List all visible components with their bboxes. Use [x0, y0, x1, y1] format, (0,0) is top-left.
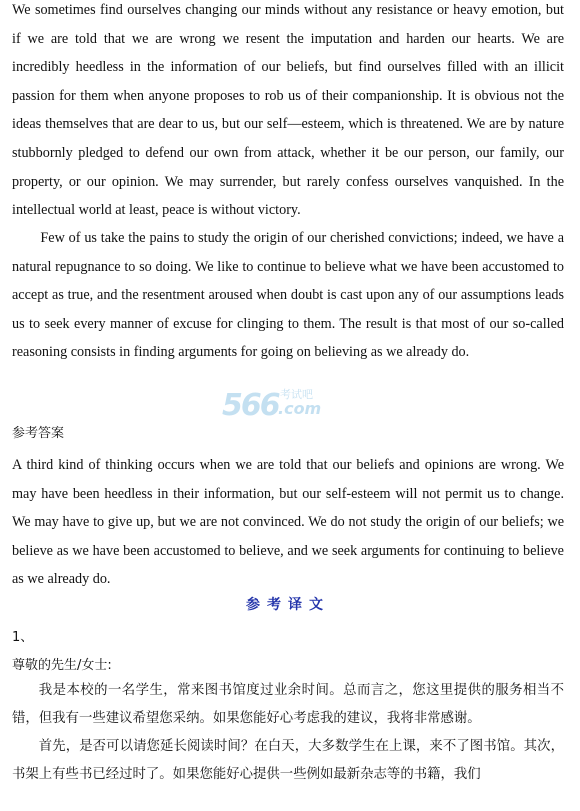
translation-paragraph-1: 我是本校的一名学生，常来图书馆度过业余时间。总而言之，您这里提供的服务相当不错，但我有一些建议希望您采纳。如果您能好心考虑我的建议，我将非常感谢。	[12, 683, 564, 726]
translation-paragraph-2: 首先，是否可以请您延长阅读时间？在白天，大多数学生在上课，来不了图书馆。其次，书架上有些书已经过时了。如果您能好心提供一些例如最新杂志等的书籍，我们	[12, 739, 564, 782]
watermark-site-name: 考试吧	[280, 388, 313, 401]
passage-paragraph-1: We sometimes find ourselves changing our minds without any resistance or heavy emotion, but if we are told that we are wrong we resent the imputation and harden our hearts. We are incredibly heedless in the information of our beliefs, but find ourselves filled with an illicit passion for them when anyone proposes to rob us of their companionship. It is obvious not the ideas themselves that are dear to us, but our self—esteem, which is threatened. We are by nature stubbornly pledged to defend our own from attack, whether it be our person, our family, our property, or our opinion. We may surrender, but rarely confess ourselves vanquished. In the intellectual world at least, peace is without victory.	[12, 2, 564, 219]
watermark-domain: .com	[278, 399, 322, 418]
site-watermark-logo	[222, 386, 362, 426]
watermark-number: 566	[222, 388, 279, 423]
reference-answer-text: A third kind of thinking occurs when we are told that our beliefs and opinions are wrong. We may have been heedless in their information, but our self-esteem will not permit us to change. We may have to give up, but we are not convinced. We do not study the origin of our beliefs; we believe as we have been accustomed to believe, and we seek arguments for continuing to believe as we already do.	[12, 457, 564, 588]
item-number: 1、	[12, 630, 34, 645]
letter-salutation: 尊敬的先生/女士:	[12, 658, 112, 673]
translation-title: 参考译文	[246, 597, 330, 613]
passage-paragraph-2: Few of us take the pains to study the origin of our cherished convictions; indeed, we have a natural repugnance to so doing. We like to continue to believe what we have been accustomed to accept as true, and the resentment aroused when doubt is cast upon any of our assumptions leads us to seek every manner of excuse for clinging to them. The result is that most of our so-called reasoning consists in finding arguments for going on believing as we already do.	[12, 230, 564, 361]
reference-answer-heading: 参考答案	[12, 426, 65, 441]
